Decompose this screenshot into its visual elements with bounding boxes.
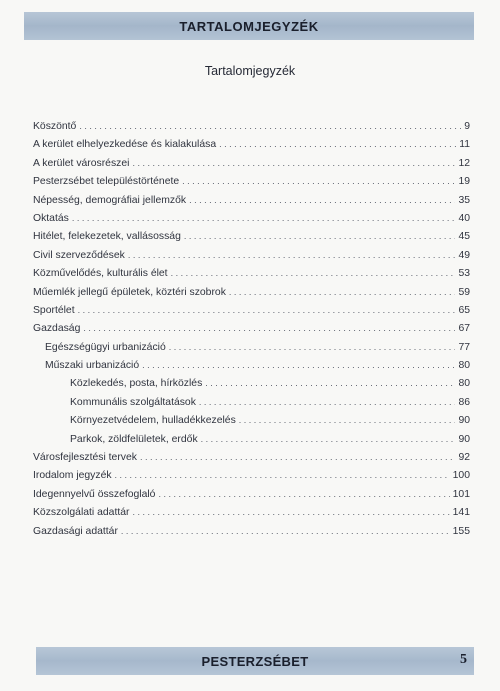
toc-entry <box>33 489 470 507</box>
toc-entry-page: 80 <box>458 360 470 372</box>
toc-entry-label: Közszolgálati adattár <box>33 507 130 519</box>
toc-entry-label: Közlekedés, posta, hírközlés <box>70 378 203 390</box>
toc-entry-label: Műemlék jellegű épületek, köztéri szobrok <box>33 286 226 298</box>
toc-entry-page: 19 <box>458 176 470 188</box>
toc-entry-page: 67 <box>458 323 470 335</box>
dot-leader <box>184 231 456 241</box>
toc-entry <box>33 526 470 544</box>
toc-entry-page: 80 <box>458 378 470 390</box>
toc-entry-page: 100 <box>452 470 470 482</box>
toc-entry <box>33 231 470 249</box>
toc-entry-label: Gazdaság <box>33 323 81 335</box>
table-of-contents <box>33 121 470 544</box>
toc-entry <box>33 195 470 213</box>
toc-entry-label: Gazdasági adattár <box>33 525 118 537</box>
toc-entry <box>33 360 470 378</box>
toc-entry-page: 90 <box>458 433 470 445</box>
toc-entry <box>33 323 470 341</box>
toc-entry-label: Civil szerveződések <box>33 249 125 261</box>
toc-entry <box>33 452 470 470</box>
dot-leader <box>229 287 456 297</box>
dot-leader <box>79 121 461 131</box>
toc-entry-label: Egészségügyi urbanizáció <box>45 341 166 353</box>
toc-entry-label: Parkok, zöldfelületek, erdők <box>70 433 198 445</box>
toc-entry-page: 53 <box>458 268 470 280</box>
toc-entry <box>33 158 470 176</box>
dot-leader <box>239 415 456 425</box>
toc-entry <box>33 213 470 231</box>
toc-entry <box>33 507 470 525</box>
dot-leader <box>128 250 456 260</box>
toc-entry-page: 92 <box>458 452 470 464</box>
toc-entry-label: Irodalom jegyzék <box>33 470 112 482</box>
toc-entry-label: Hitélet, felekezetek, vallásosság <box>33 231 181 243</box>
dot-leader <box>219 139 456 149</box>
toc-entry-page: 86 <box>458 396 470 408</box>
toc-entry-label: Oktatás <box>33 212 69 224</box>
toc-entry <box>33 176 470 194</box>
toc-entry <box>33 139 470 157</box>
toc-entry-page: 101 <box>452 488 470 500</box>
dot-leader <box>78 305 456 315</box>
toc-entry <box>33 250 470 268</box>
page-number: 5 <box>460 652 467 667</box>
dot-leader <box>169 342 456 352</box>
toc-entry-page: 12 <box>458 157 470 169</box>
toc-entry-page: 155 <box>452 525 470 537</box>
header-title: TARTALOMJEGYZÉK <box>179 18 319 34</box>
toc-entry-page: 141 <box>452 507 470 519</box>
dot-leader <box>182 176 455 186</box>
dot-leader <box>72 213 456 223</box>
toc-entry-label: Műszaki urbanizáció <box>45 360 140 372</box>
toc-entry-label: Népesség, demográfiai jellemzők <box>33 194 187 206</box>
toc-entry <box>33 470 470 488</box>
toc-entry <box>33 397 470 415</box>
toc-entry-page: 77 <box>458 341 470 353</box>
dot-leader <box>121 526 450 536</box>
toc-entry <box>33 268 470 286</box>
toc-entry-label: Idegennyelvű összefoglaló <box>33 488 156 500</box>
dot-leader <box>142 360 455 370</box>
dot-leader <box>199 397 456 407</box>
toc-entry-label: Városfejlesztési tervek <box>33 452 137 464</box>
toc-entry-page: 90 <box>458 415 470 427</box>
toc-entry <box>33 415 470 433</box>
dot-leader <box>189 195 455 205</box>
footer-band <box>36 647 474 675</box>
dot-leader <box>140 452 455 462</box>
toc-entry <box>33 305 470 323</box>
toc-entry <box>33 378 470 396</box>
toc-entry-page: 9 <box>464 121 470 132</box>
dot-leader <box>132 507 449 517</box>
dot-leader <box>201 434 456 444</box>
toc-entry-page: 65 <box>458 304 470 316</box>
dot-leader <box>83 323 455 333</box>
toc-entry <box>33 342 470 360</box>
toc-entry-page: 49 <box>458 249 470 261</box>
toc-entry <box>33 121 470 139</box>
dot-leader <box>171 268 456 278</box>
toc-entry-label: Közművelődés, kulturális élet <box>33 268 168 280</box>
toc-entry <box>33 287 470 305</box>
page-title: Tartalomjegyzék <box>204 64 296 78</box>
toc-entry-label: A kerület elhelyezkedése és kialakulása <box>33 139 217 151</box>
toc-entry-label: Pesterzsébet településtörténete <box>33 176 180 188</box>
dot-leader <box>132 158 455 168</box>
toc-entry-label: Sportélet <box>33 304 75 316</box>
toc-entry-page: 35 <box>458 194 470 206</box>
toc-entry-label: A kerület városrészei <box>33 157 130 169</box>
toc-entry-page: 59 <box>458 286 470 298</box>
toc-entry-page: 11 <box>459 139 470 151</box>
header-band <box>24 12 474 40</box>
dot-leader <box>205 378 455 388</box>
footer-title: PESTERZSÉBET <box>201 653 309 669</box>
toc-entry-label: Környezetvédelem, hulladékkezelés <box>70 415 236 427</box>
dot-leader <box>115 470 450 480</box>
toc-entry <box>33 434 470 452</box>
toc-entry-page: 40 <box>458 212 470 224</box>
dot-leader <box>158 489 449 499</box>
toc-entry-label: Köszöntő <box>33 121 77 132</box>
toc-entry-label: Kommunális szolgáltatások <box>70 396 196 408</box>
toc-entry-page: 45 <box>458 231 470 243</box>
